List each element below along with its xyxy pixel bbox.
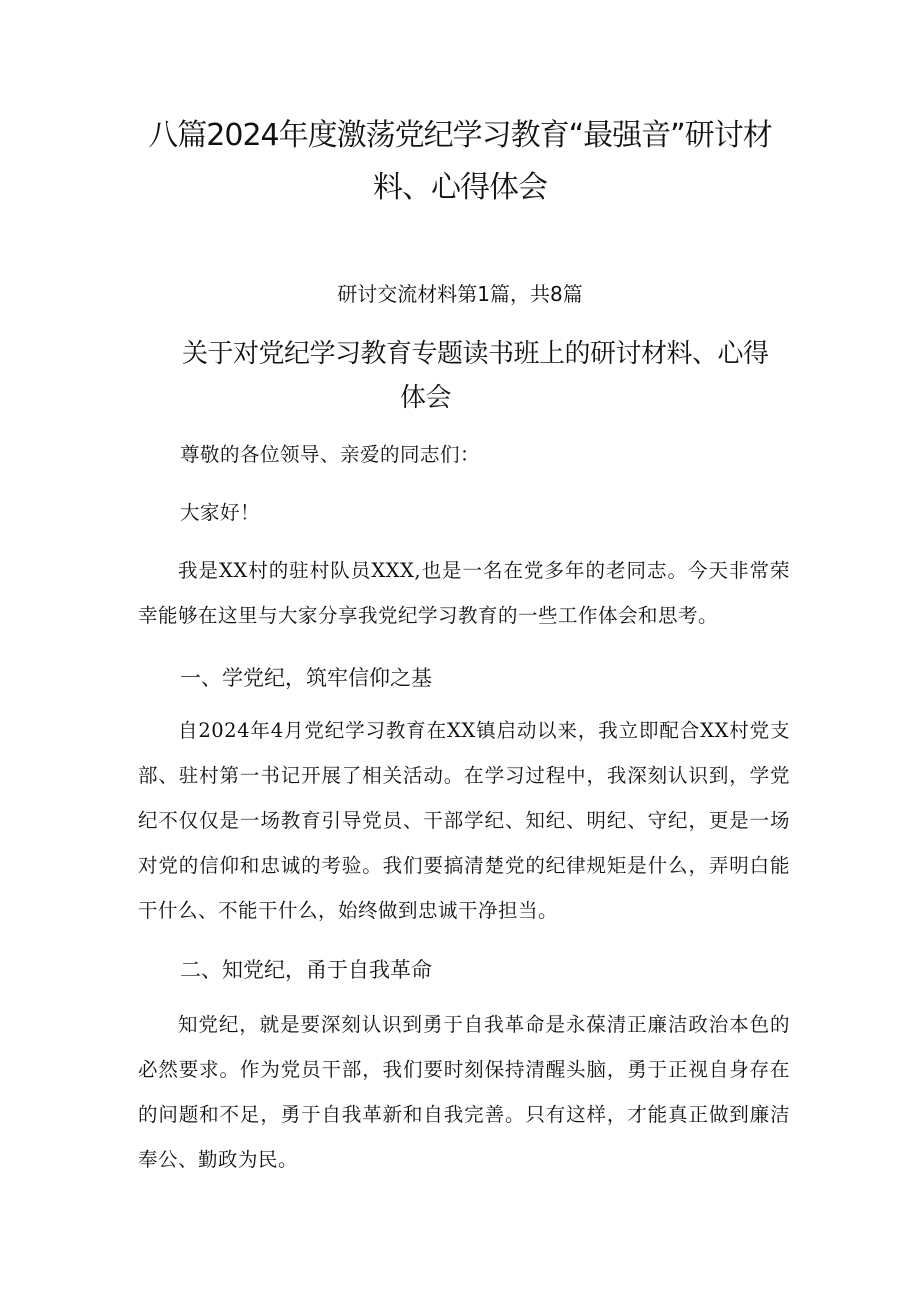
greeting: 尊敬的各位领导、亲爱的同志们： — [180, 443, 481, 466]
paragraph-3: 知党纪，就是要深刻认识到勇于自我革命是永葆清正廉洁政治本色的必然要求。作为党员干部，我们要时刻保持清醒头脑，勇于正视自身存在的问题和不足，勇于自我革新和自我完善。只有这样，才能真正做到廉洁奉公、勤政为民。 — [138, 1013, 790, 1171]
section-heading-1: 一、学党纪，筑牢信仰之基 — [180, 666, 432, 690]
section-heading-2: 二、知党纪，甬于自我革命 — [180, 958, 432, 982]
article-title-line2: 体会 — [400, 383, 452, 413]
document-title-line2: 料、心得体会 — [373, 170, 547, 205]
document-subtitle: 研讨交流材料第1篇，共8篇 — [337, 282, 583, 306]
hello-line: 大家好！ — [180, 501, 261, 524]
article-title-line1: 关于对党纪学习教育专题读书班上的研讨材料、心得 — [182, 339, 769, 369]
paragraph-2: 自2024年4月党纪学习教育在XX镇启动以来，我立即配合XX村党支部、驻村第一书记开展了相关活动。在学习过程中，我深刻认识到，学党纪不仅仅是一场教育引导党员、干部学纪、知纪、明纪、守纪，更是一场对党的信仰和忠诚的考验。我们要搞清楚党的纪律规矩是什么，弄明白能干什么、不能干什么，始终做到忠诚干净担当。 — [138, 719, 790, 922]
document-title-line1: 八篇2024年度激荡党纪学习教育“最强音”研讨材 — [148, 118, 772, 153]
paragraph-1: 我是XX村的驻村队员XXX,也是一名在党多年的老同志。今天非常荣幸能够在这里与大家分享我党纪学习教育的一些工作体会和思考。 — [138, 559, 790, 627]
